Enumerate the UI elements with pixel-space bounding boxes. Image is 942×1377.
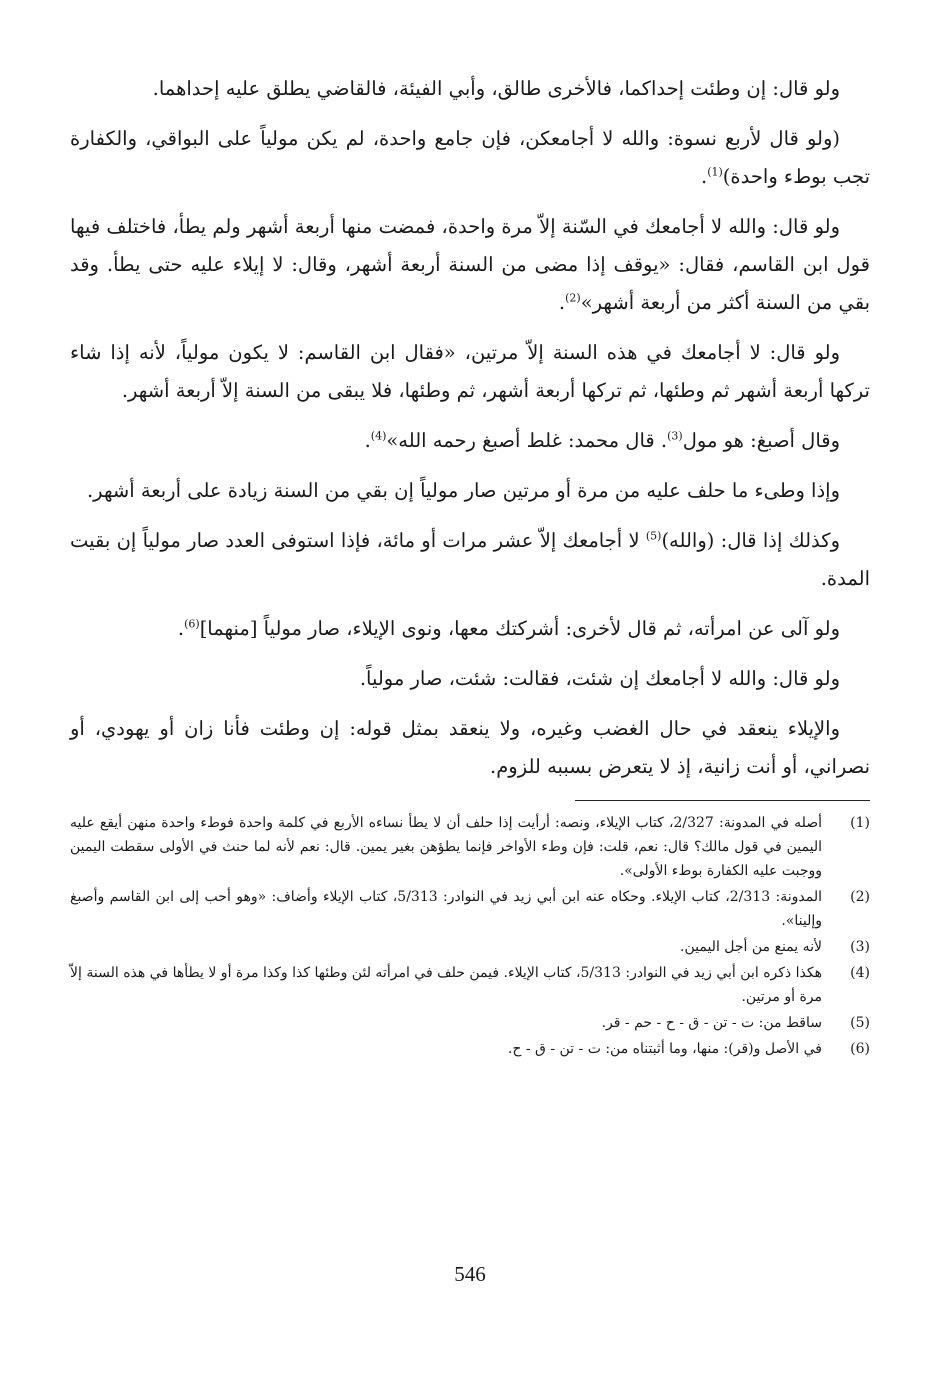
footnote-text: ساقط من: ت - تن - ق - ح - حم - قر. [601, 1015, 822, 1031]
footnote-text: هكذا ذكره ابن أبي زيد في النوادر: 5/313، كتاب الإيلاء. فيمن حلف في امرأته لئن وطئها كذا وكذا مرة أو لا يطأها في هذه السنة إلاّ مرة أو مرتين. [70, 965, 822, 1005]
paragraph-tail: . [558, 291, 566, 314]
paragraph-text: وقال أصبغ: هو مول [682, 429, 840, 452]
paragraph-7 [70, 522, 870, 598]
footnote-2 [70, 885, 870, 933]
footnote-5 [70, 1011, 870, 1035]
footnote-ref[interactable]: (3) [667, 429, 683, 443]
paragraph-tail: . [700, 165, 708, 188]
paragraph-text: والإيلاء ينعقد في حال الغضب وغيره، ولا ينعقد بمثل قوله: إن وطئت فأنا زان أو يهودي، أو نصراني، أو أنت زانية، إذ لا يتعرض بسببه للزوم. [70, 717, 870, 778]
document-page [70, 70, 870, 1330]
paragraph-4 [70, 334, 870, 410]
footnote-text: في الأصل و(قر): منها، وما أثبتناه من: ت - تن - ق - ح. [507, 1041, 822, 1057]
paragraph-text: ولو قال: إن وطئت إحداكما، فالأخرى طالق، وأبي الفيئة، فالقاضي يطلق عليه إحداهما. [152, 77, 840, 100]
footnote-6 [70, 1037, 870, 1061]
paragraph-8 [70, 610, 870, 648]
paragraph-tail: . قال محمد: غلط أصبغ رحمه الله» [386, 429, 668, 452]
footnote-number: (6) [850, 1041, 870, 1057]
paragraph-text: ولو قال: لا أجامعك في هذه السنة إلاّ مرتين، «فقال ابن القاسم: لا يكون مولياً، لأنه إذا شاء تركها أربعة أشهر ثم وطئها، ثم تركها أربعة أشهر، ثم وطئها، فلا يبقى من السنة إلاّ أربعة أشهر. [70, 341, 870, 402]
footnotes [70, 811, 870, 1061]
paragraph-text: (ولو قال لأربع نسوة: والله لا أجامعكن، فإن جامع واحدة، لم يكن مولياً على البواقي، والكفارة تجب بوطء واحدة) [70, 127, 870, 188]
main-text [70, 70, 870, 786]
footnote-number: (3) [850, 939, 870, 955]
footnote-text: أصله في المدونة: 2/327، كتاب الإيلاء، ونصه: أرأيت إذا حلف أن لا يطأ نساءه الأربع في كلمة واحدة فوطء واحدة منهن أيقع عليه اليمين في قول مالك؟ قال: نعم، قلت: فإن وطء الأواخر فإنما يطؤهن بغير يمين. قال: نعم لأنه لما حنث في الأولى سقطت اليمين ووجبت عليه الكفارة بوطء الأولى». [70, 815, 822, 879]
footnote-number: (2) [850, 889, 870, 905]
footnote-ref[interactable]: (6) [184, 617, 200, 631]
paragraph-2 [70, 120, 870, 196]
footnote-number: (1) [850, 815, 870, 831]
paragraph-text: وإذا وطىء ما حلف عليه من مرة أو مرتين صار مولياً إن بقي من السنة زيادة على أربعة أشهر. [86, 479, 840, 502]
paragraph-tail: . [364, 429, 371, 452]
footnote-3 [70, 935, 870, 959]
footnote-1 [70, 811, 870, 883]
footnote-text: لأنه يمنع من أجل اليمين. [680, 939, 822, 955]
page-number: 546 [454, 1262, 486, 1286]
footnote-separator [575, 800, 870, 801]
paragraph-text: وكذلك إذا قال: (والله) [661, 529, 840, 552]
paragraph-5 [70, 422, 870, 460]
paragraph-6 [70, 472, 870, 510]
paragraph-text: ولو آلى عن امرأته، ثم قال لأخرى: أشركتك معها، ونوى الإيلاء، صار مولياً [منهما] [199, 617, 840, 640]
paragraph-tail: لا أجامعك إلاّ عشر مرات أو مائة، فإذا استوفى العدد صار مولياً إن بقيت المدة. [70, 529, 870, 590]
paragraph-3 [70, 208, 870, 322]
footnote-ref[interactable]: (4) [370, 429, 387, 443]
paragraph-tail: . [177, 617, 185, 640]
footnote-text: المدونة: 2/313، كتاب الإيلاء. وحكاه عنه ابن أبي زيد في النوادر: 5/313، كتاب الإيلاء وأضاف: «وهو أحب إلى ابن القاسم وأصبغ وإلينا». [70, 889, 822, 929]
footnote-4 [70, 961, 870, 1009]
paragraph-10 [70, 710, 870, 786]
paragraph-text: ولو قال: والله لا أجامعك في السّنة إلاّ مرة واحدة، فمضت منها أربعة أشهر ولم يطأ، فاختلف فيها قول ابن القاسم، فقال: «يوقف إذا مضى من السنة أربعة أشهر، وقال: لا إيلاء عليه حتى يطأ. وقد بقي من السنة أكثر من أربعة أشهر» [70, 215, 870, 314]
footnote-ref[interactable]: (1) [707, 165, 723, 179]
footnote-number: (5) [850, 1015, 870, 1031]
footnote-ref[interactable]: (5) [645, 529, 662, 543]
paragraph-text: ولو قال: والله لا أجامعك إن شئت، فقالت: شئت، صار مولياً. [359, 667, 840, 690]
footnote-number: (4) [850, 965, 870, 981]
paragraph-9 [70, 660, 870, 698]
paragraph-1 [70, 70, 870, 108]
footnote-ref[interactable]: (2) [565, 291, 581, 305]
